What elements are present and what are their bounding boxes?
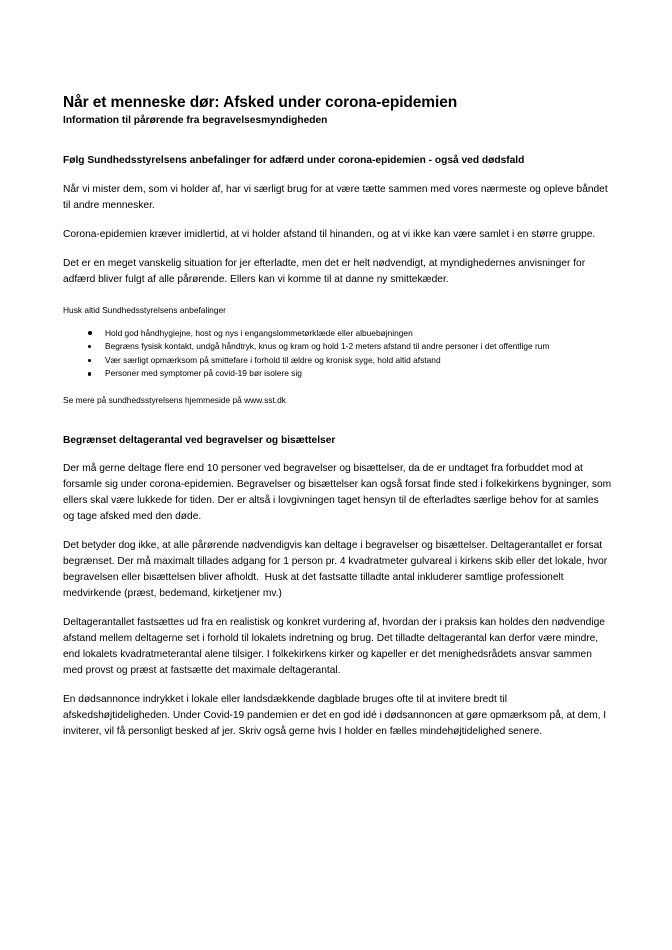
spacer	[63, 602, 612, 615]
section-two-paragraph-3: Deltagerantallet fastsættes ud fra en realistisk og konkret vurdering af, hvordan der i praksis kan holdes den nødvendige afstand mellem deltagerne set i forhold til lokalets indretning og brug. Det tilladte deltagerantal kan derfor være mindre, end lokalets kvadratmeterantal alene tilsiger. I folkekirkens kirker og kapeller er det menighedsrådets ansvar sammen med provst og præst at fastsætte det maximale deltagerantal.	[63, 617, 608, 677]
list-item: Hold god håndhygiejne, host og nys i engangslommetørklæde eller albuebøjningen	[63, 327, 612, 340]
list-item: Begræns fysisk kontakt, undgå håndtryk, knus og kram og hold 1-2 meters afstand til andre personer i det offentlige rum	[63, 340, 612, 353]
section-two-paragraph-4: En dødsannonce indrykket i lokale eller landsdækkende dagblade bruges ofte til at invitere bredt til afskedshøjtideligheden. Under Covid-19 pandemien er det en god idé i dødsannoncen at gøre opmærksom på, at dem, I inviterer, vil få personligt besked af jer. Skriv også gerne hvis I holder en fælles mindehøjtidelighed senere.	[63, 694, 609, 738]
spacer	[63, 243, 612, 256]
spacer	[63, 288, 612, 304]
section-two-paragraph-1: Der må gerne deltage flere end 10 personer ved begravelser og bisættelser, da de er undtaget fra forbuddet mod at forsamle sig under corona-epidemien. Begravelser og bisættelser kan også forsat finde sted i folkekirkens bygninger, som ellers skal være lukkede for tiden. Der er altså i lovgivningen taget hensyn til de efterladtes særlige behov for at samles og tage afsked med den døde.	[63, 463, 614, 523]
spacer	[63, 381, 612, 394]
section-one-paragraph-2: Corona-epidemien kræver imidlertid, at vi holder afstand til hinanden, og at vi ikke kan være samlet i en større gruppe.	[63, 228, 596, 240]
list-item: Vær særligt opmærksom på smittefare i forhold til ældre og kronisk syge, hold altid afstand	[63, 354, 612, 367]
section-one-heading: Følg Sundhedsstyrelsens anbefalinger for adfærd under corona-epidemien - også ved dødsfald	[63, 155, 525, 166]
spacer	[63, 127, 612, 153]
section-two-heading: Begrænset deltagerantal ved begravelser og bisættelser	[63, 434, 336, 446]
recommendations-list	[63, 327, 612, 380]
page-title: Når et menneske dør: Afsked under corona-epidemien	[63, 94, 458, 111]
page-subtitle: Information til pårørende fra begravelsesmyndigheden	[63, 115, 328, 126]
spacer	[63, 214, 612, 227]
spacer	[63, 317, 612, 327]
section-one-paragraph-1: Når vi mister dem, som vi holder af, har vi særligt brug for at være tætte sammen med vores nærmeste og opleve båndet til andre mennesker.	[63, 183, 611, 211]
spacer	[63, 407, 612, 433]
spacer	[63, 169, 612, 182]
list-item: Personer med symptomer på covid-19 bør isolere sig	[63, 367, 612, 380]
spacer	[63, 525, 612, 538]
sst-website-note: Se mere på sundhedsstyrelsens hjemmeside på www.sst.dk	[63, 394, 286, 405]
section-two-paragraph-2: Det betyder dog ikke, at alle pårørende nødvendigvis kan deltage i begravelser og bisættelser. Deltagerantallet er forsat begrænset. Der må maximalt tillades adgang for 1 person pr. 4 kvadratmeter gulvareal i kirkens skib eller det lokale, hvor begravelsen eller bisættelsen bliver afholdt. Husk at det fastsatte tilladte antal inkluderer samtlige professionelt medvirkende (præst, bedemand, kirketjener mv.)	[63, 540, 610, 600]
spacer	[63, 448, 612, 461]
recommendations-list-intro: Husk altid Sundhedsstyrelsens anbefalinger	[63, 304, 226, 315]
section-one-paragraph-3: Det er en meget vanskelig situation for jer efterladte, men det er helt nødvendigt, at myndighedernes anvisninger for adfærd bliver fulgt af alle pårørende. Ellers kan vi komme til at danne ny smittekæder.	[63, 257, 588, 285]
spacer	[63, 679, 612, 692]
